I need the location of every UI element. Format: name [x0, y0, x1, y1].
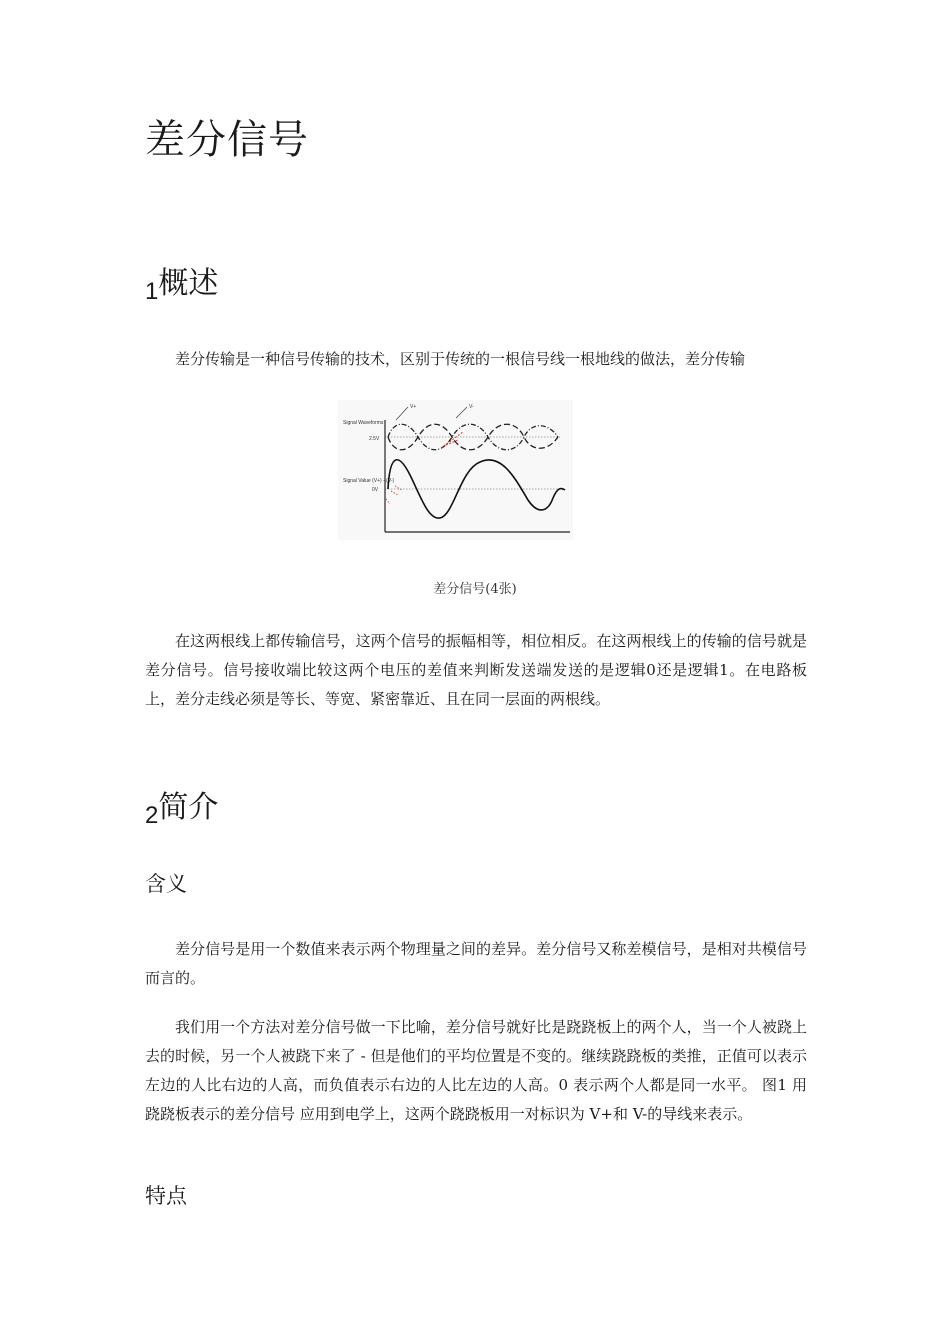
- subheading-meaning: 含义: [145, 872, 187, 896]
- label-vminus: V-: [469, 404, 474, 410]
- waveform-diagram: [338, 400, 573, 540]
- section-title: 简介: [158, 790, 219, 825]
- paragraph-meaning: 差分信号是用一个数值来表示两个物理量之间的差异。差分信号又称差模信号，是相对共模信号而言的。: [145, 940, 807, 987]
- label-signal-waveforms: Signal Waveforms: [343, 420, 384, 426]
- section-number: 1: [145, 278, 159, 305]
- paragraph-intro: 差分传输是一种信号传输的技术，区别于传统的一根信号线一根地线的做法，差分传输: [175, 350, 746, 368]
- figure-caption-link[interactable]: 差分信号(4张): [433, 582, 517, 597]
- label-vplus: V+: [410, 404, 417, 410]
- paragraph-signal-description: 在这两根线上都传输信号，这两个信号的振幅相等，相位相反。在这两根线上的传输的信号就是差分信号。信号接收端比较这两个电压的差值来判断发送端发送的是逻辑0还是逻辑1。在电路板上，差分走线必须是等长、等宽、紧密靠近、且在同一层面的两根线。: [145, 632, 807, 708]
- label-signal-value: Signal Value (V+) - (V-): [343, 478, 395, 484]
- paragraph-seesaw-analogy: 我们用一个方法对差分信号做一下比喻，差分信号就好比是跷跷板上的两个人，当一个人被跷上去的时候，另一个人被跷下来了 - 但是他们的平均位置是不变的。继续跷跷板的类推，正值可以表示左边的人比右边的人高，而负值表示右边的人比左边的人高。0 表示两个人都是同一水平。 图1 用跷跷板表示的差分信号 应用到电学上，这两个跷跷板用一对标识为 V+和 V-的导线来表示。: [145, 1018, 807, 1123]
- section-heading-overview: [145, 258, 219, 305]
- subheading-features: 特点: [145, 1184, 187, 1208]
- label-0v: 0V: [372, 487, 379, 493]
- label-2-5v: 2.5V: [369, 436, 380, 442]
- section-number: 2: [145, 802, 159, 829]
- differential-signal-figure[interactable]: [338, 400, 573, 540]
- section-heading-introduction: [145, 782, 219, 829]
- page-title: 差分信号: [145, 117, 309, 163]
- section-title: 概述: [158, 266, 219, 301]
